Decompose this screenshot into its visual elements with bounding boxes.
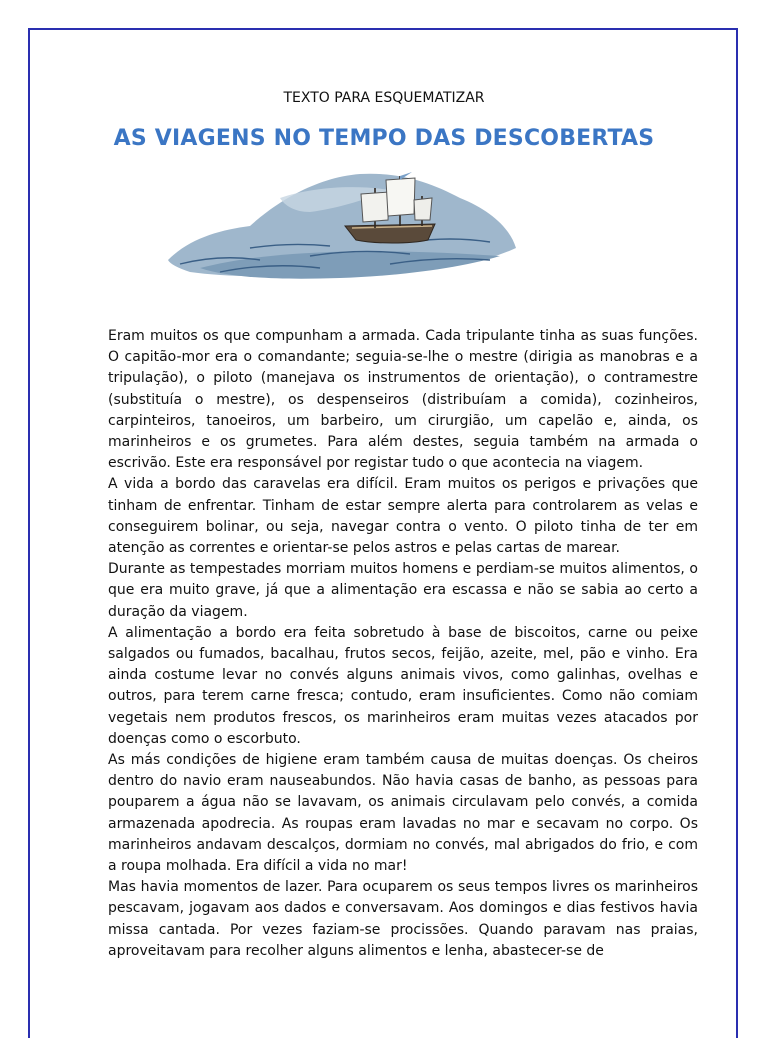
paragraph-1: Eram muitos os que compunham a armada. Cada tripulante tinha as suas funções. O capitão-mor era o comandante; seguia-se-lhe o mestre (dirigia as manobras e a tripulação), o piloto (manejava os instrumentos de orientação), o contramestre (substituía o mestre), os despenseiros (distribuíam a comida), cozinheiros, carpinteiros, tanoeiros, um barbeiro, um cirurgião, um capelão e, ainda, os marinheiros e os grumetes. Para além destes, seguia também na armada o escrivão. Este era responsável por registar tudo o que acontecia na viagem. [108,328,698,472]
paragraph-4: A alimentação a bordo era feita sobretudo à base de biscoitos, carne ou peixe salgados ou fumados, bacalhau, frutos secos, feijão, azeite, mel, pão e vinho. Era ainda costume levar no convés alguns animais vivos, como galinhas, ovelhas e outros, para terem carne fresca; contudo, eram insuficientes. Como não comiam vegetais nem produtos frescos, os marinheiros eram muitas vezes atacados por doenças como o escorbuto. [108,624,698,747]
paragraph-6: Mas havia momentos de lazer. Para ocuparem os seus tempos livres os marinheiros pescavam, jogavam aos dados e conversavam. Aos domingos e dias festivos havia missa cantada. Por vezes faziam-se procissões. Quando paravam nas praias, aproveitavam para recolher alguns alimentos e lenha, abastecer-se de [108,879,698,959]
document-subtitle: TEXTO PARA ESQUEMATIZAR [283,90,485,106]
document-body [108,326,698,962]
paragraph-2: A vida a bordo das caravelas era difícil. Eram muitos os perigos e privações que tinham de enfrentar. Tinham de estar sempre alerta para controlarem as velas e conseguirem bolinar, ou seja, navegar contra o vento. O piloto tinha de ter em atenção as correntes e orientar-se pelos astros e pelas cartas de marear. [108,476,698,557]
caravel-ship-illustration [160,168,524,284]
paragraph-3: Durante as tempestades morriam muitos homens e perdiam-se muitos alimentos, o que era muito grave, já que a alimentação era escassa e não se sabia ao certo a duração da viagem. [108,561,698,620]
document-title: AS VIAGENS NO TEMPO DAS DESCOBERTAS [113,126,655,151]
paragraph-5: As más condições de higiene eram também causa de muitas doenças. Os cheiros dentro do navio eram nauseabundos. Não havia casas de banho, as pessoas para pouparem a água não se lavavam, os animais circulavam pelo convés, a comida armazenada apodrecia. As roupas eram lavadas no mar e secavam no corpo. Os marinheiros andavam descalços, dormiam no convés, mal abrigados do frio, e com a roupa molhada. Era difícil a vida no mar! [108,752,698,875]
